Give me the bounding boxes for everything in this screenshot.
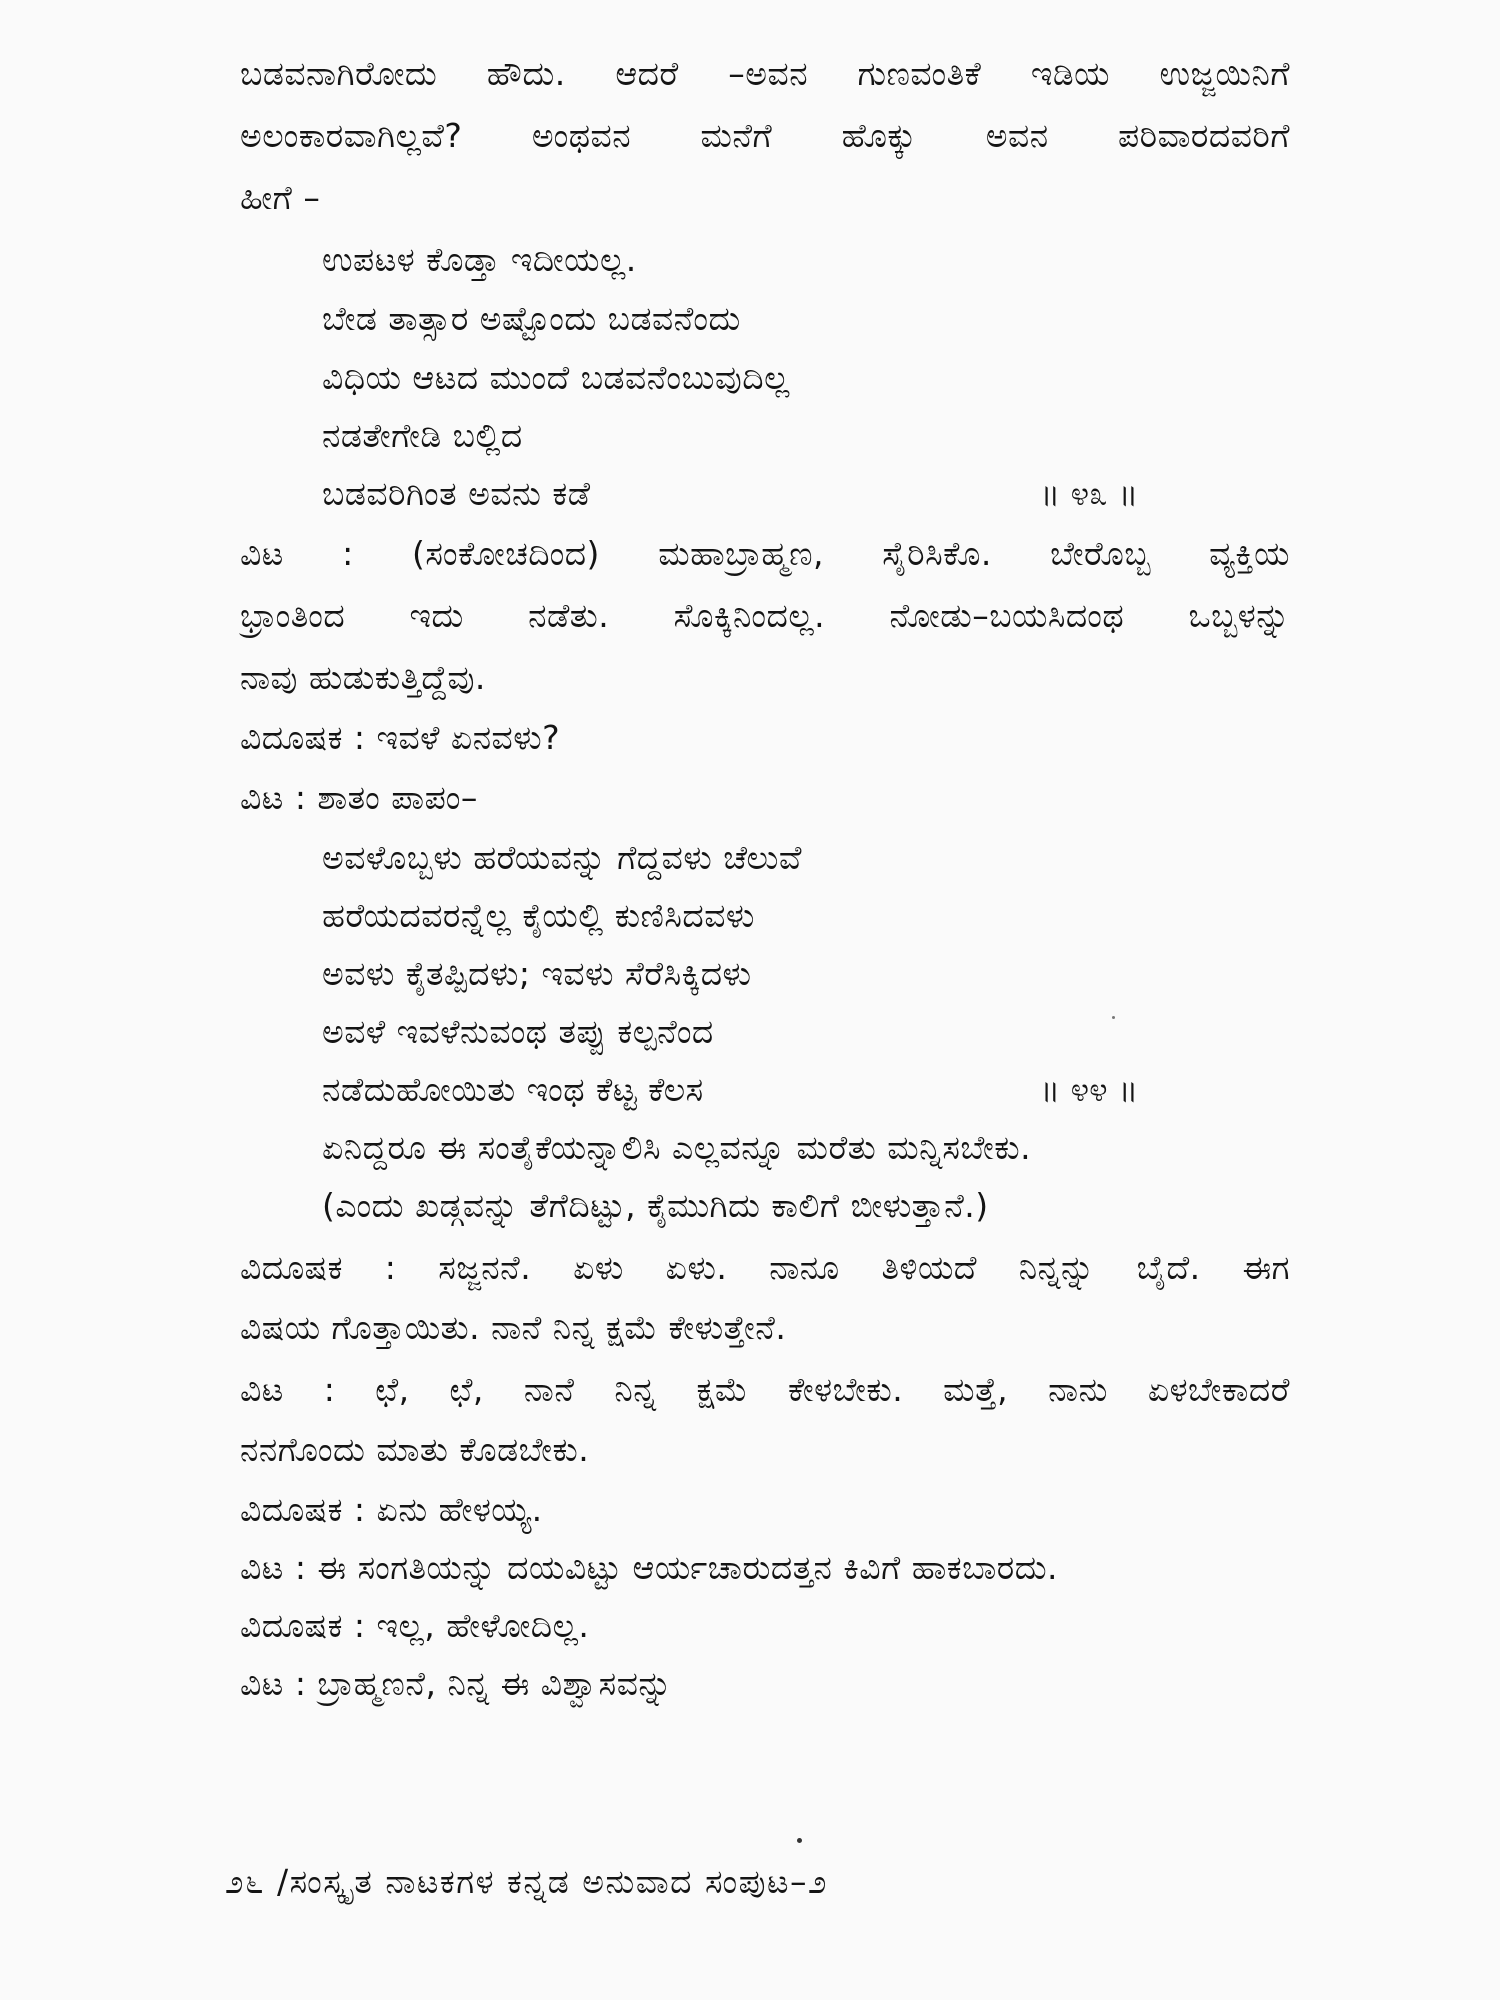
page-footer: ೨೬ /ಸಂಸ್ಕೃತ ನಾಟಕಗಳ ಕನ್ನಡ ಅನುವಾದ ಸಂಪುಟ–೨: [225, 1862, 828, 1901]
dialogue-line: ವಿಟ : ಶಾತಂ ಪಾಪಂ–: [240, 778, 478, 817]
verse-number: ॥ ೪೪ ॥: [1040, 1070, 1139, 1109]
dialogue-line: ವಿಟ : ಬ್ರಾಹ್ಮಣನೆ, ನಿನ್ನ ಈ ವಿಶ್ವಾಸವನ್ನು: [240, 1664, 673, 1703]
dialogue-line: ವಿದೂಷಕ : ಸಜ್ಜನನೆ. ಏಳು ಏಳು. ನಾನೂ ತಿಳಿಯದೆ ನಿನ್ನನ್ನು ಬೈದೆ. ಈಗ: [240, 1248, 1290, 1287]
dialogue-line: ವಿದೂಷಕ : ಇವಳೆ ಏನವಳು?: [240, 718, 561, 757]
verse-line: ಬಡವರಿಗಿಂತ ಅವನು ಕಡೆ: [322, 474, 591, 513]
verse-line: ಅವಳೊಬ್ಬಳು ಹರೆಯವನ್ನು ಗೆದ್ದವಳು ಚೆಲುವೆ: [322, 838, 802, 877]
verse-line: ಉಪಟಳ ಕೊಡ್ತಾ ಇದೀಯಲ್ಲ.: [322, 240, 637, 279]
dialogue-line: ವಿಟ : (ಸಂಕೋಚದಿಂದ) ಮಹಾಬ್ರಾಹ್ಮಣ, ಸೈರಿಸಿಕೊ. ಬೇರೊಬ್ಬ ವ್ಯಕ್ತಿಯ: [240, 534, 1290, 573]
text-line: ಅಲಂಕಾರವಾಗಿಲ್ಲವೆ? ಅಂಥವನ ಮನೆಗೆ ಹೊಕ್ಕು ಅವನ ಪರಿವಾರದವರಿಗೆ: [240, 116, 1290, 155]
print-speck: [1112, 1016, 1115, 1019]
dialogue-line: ಭ್ರಾಂತಿಂದ ಇದು ನಡೆತು. ಸೊಕ್ಕಿನಿಂದಲ್ಲ. ನೋಡು–ಬಯಸಿದಂಥ ಒಬ್ಬಳನ್ನು: [240, 596, 1290, 635]
verse-line: ನಡತೇಗೇಡಿ ಬಲ್ಲಿದ: [322, 416, 523, 455]
stage-direction: (ಎಂದು ಖಡ್ಗವನ್ನು ತೆಗೆದಿಟ್ಟು, ಕೈಮುಗಿದು ಕಾಲಿಗೆ ಬೀಳುತ್ತಾನೆ.): [322, 1186, 989, 1225]
dialogue-line: ವಿಟ : ಛೆ, ಛೆ, ನಾನೆ ನಿನ್ನ ಕ್ಷಮೆ ಕೇಳಬೇಕು. ಮತ್ತೆ, ನಾನು ಏಳಬೇಕಾದರೆ: [240, 1370, 1290, 1409]
text-line: ಬಡವನಾಗಿರೋದು ಹೌದು. ಆದರೆ –ಅವನ ಗುಣವಂತಿಕೆ ಇಡಿಯ ಉಜ್ಜಯಿನಿಗೆ: [240, 54, 1290, 93]
verse-line: ನಡೆದುಹೋಯಿತು ಇಂಥ ಕೆಟ್ಟ ಕೆಲಸ: [322, 1070, 704, 1109]
text-line: ಹೀಗೆ –: [240, 178, 321, 217]
dialogue-line: ನನಗೊಂದು ಮಾತು ಕೊಡಬೇಕು.: [240, 1430, 590, 1469]
dialogue-line: ವಿಷಯ ಗೊತ್ತಾಯಿತು. ನಾನೆ ನಿನ್ನ ಕ್ಷಮೆ ಕೇಳುತ್ತೇನೆ.: [240, 1308, 787, 1347]
print-speck: [797, 1838, 802, 1843]
verse-line: ಹರೆಯದವರನ್ನೆಲ್ಲ ಕೈಯಲ್ಲಿ ಕುಣಿಸಿದವಳು: [322, 896, 755, 935]
dialogue-line: ಏನಿದ್ದರೂ ಈ ಸಂತೈಕೆಯನ್ನಾಲಿಸಿ ಎಲ್ಲವನ್ನೂ ಮರೆತು ಮನ್ನಿಸಬೇಕು.: [322, 1128, 1032, 1167]
dialogue-line: ವಿಟ : ಈ ಸಂಗತಿಯನ್ನು ದಯವಿಟ್ಟು ಆರ್ಯಚಾರುದತ್ತನ ಕಿವಿಗೆ ಹಾಕಬಾರದು.: [240, 1548, 1059, 1587]
verse-number: ॥ ೪೩ ॥: [1040, 474, 1139, 513]
verse-line: ಬೇಡ ತಾತ್ಸಾರ ಅಷ್ಟೊಂದು ಬಡವನೆಂದು: [322, 299, 741, 338]
verse-line: ವಿಧಿಯ ಆಟದ ಮುಂದೆ ಬಡವನೆಂಬುವುದಿಲ್ಲ: [322, 358, 790, 397]
dialogue-line: ವಿದೂಷಕ : ಏನು ಹೇಳಯ್ಯ.: [240, 1490, 543, 1529]
dialogue-line: ವಿದೂಷಕ : ಇಲ್ಲ, ಹೇಳೋದಿಲ್ಲ.: [240, 1606, 590, 1645]
verse-line: ಅವಳು ಕೈತಪ್ಪಿದಳು; ಇವಳು ಸೆರೆಸಿಕ್ಕಿದಳು: [322, 954, 752, 993]
dialogue-line: ನಾವು ಹುಡುಕುತ್ತಿದ್ದೆವು.: [240, 658, 486, 697]
verse-line: ಅವಳೆ ಇವಳೆನುವಂಥ ತಪ್ಪು ಕಲ್ಪನೆಂದ: [322, 1012, 714, 1051]
